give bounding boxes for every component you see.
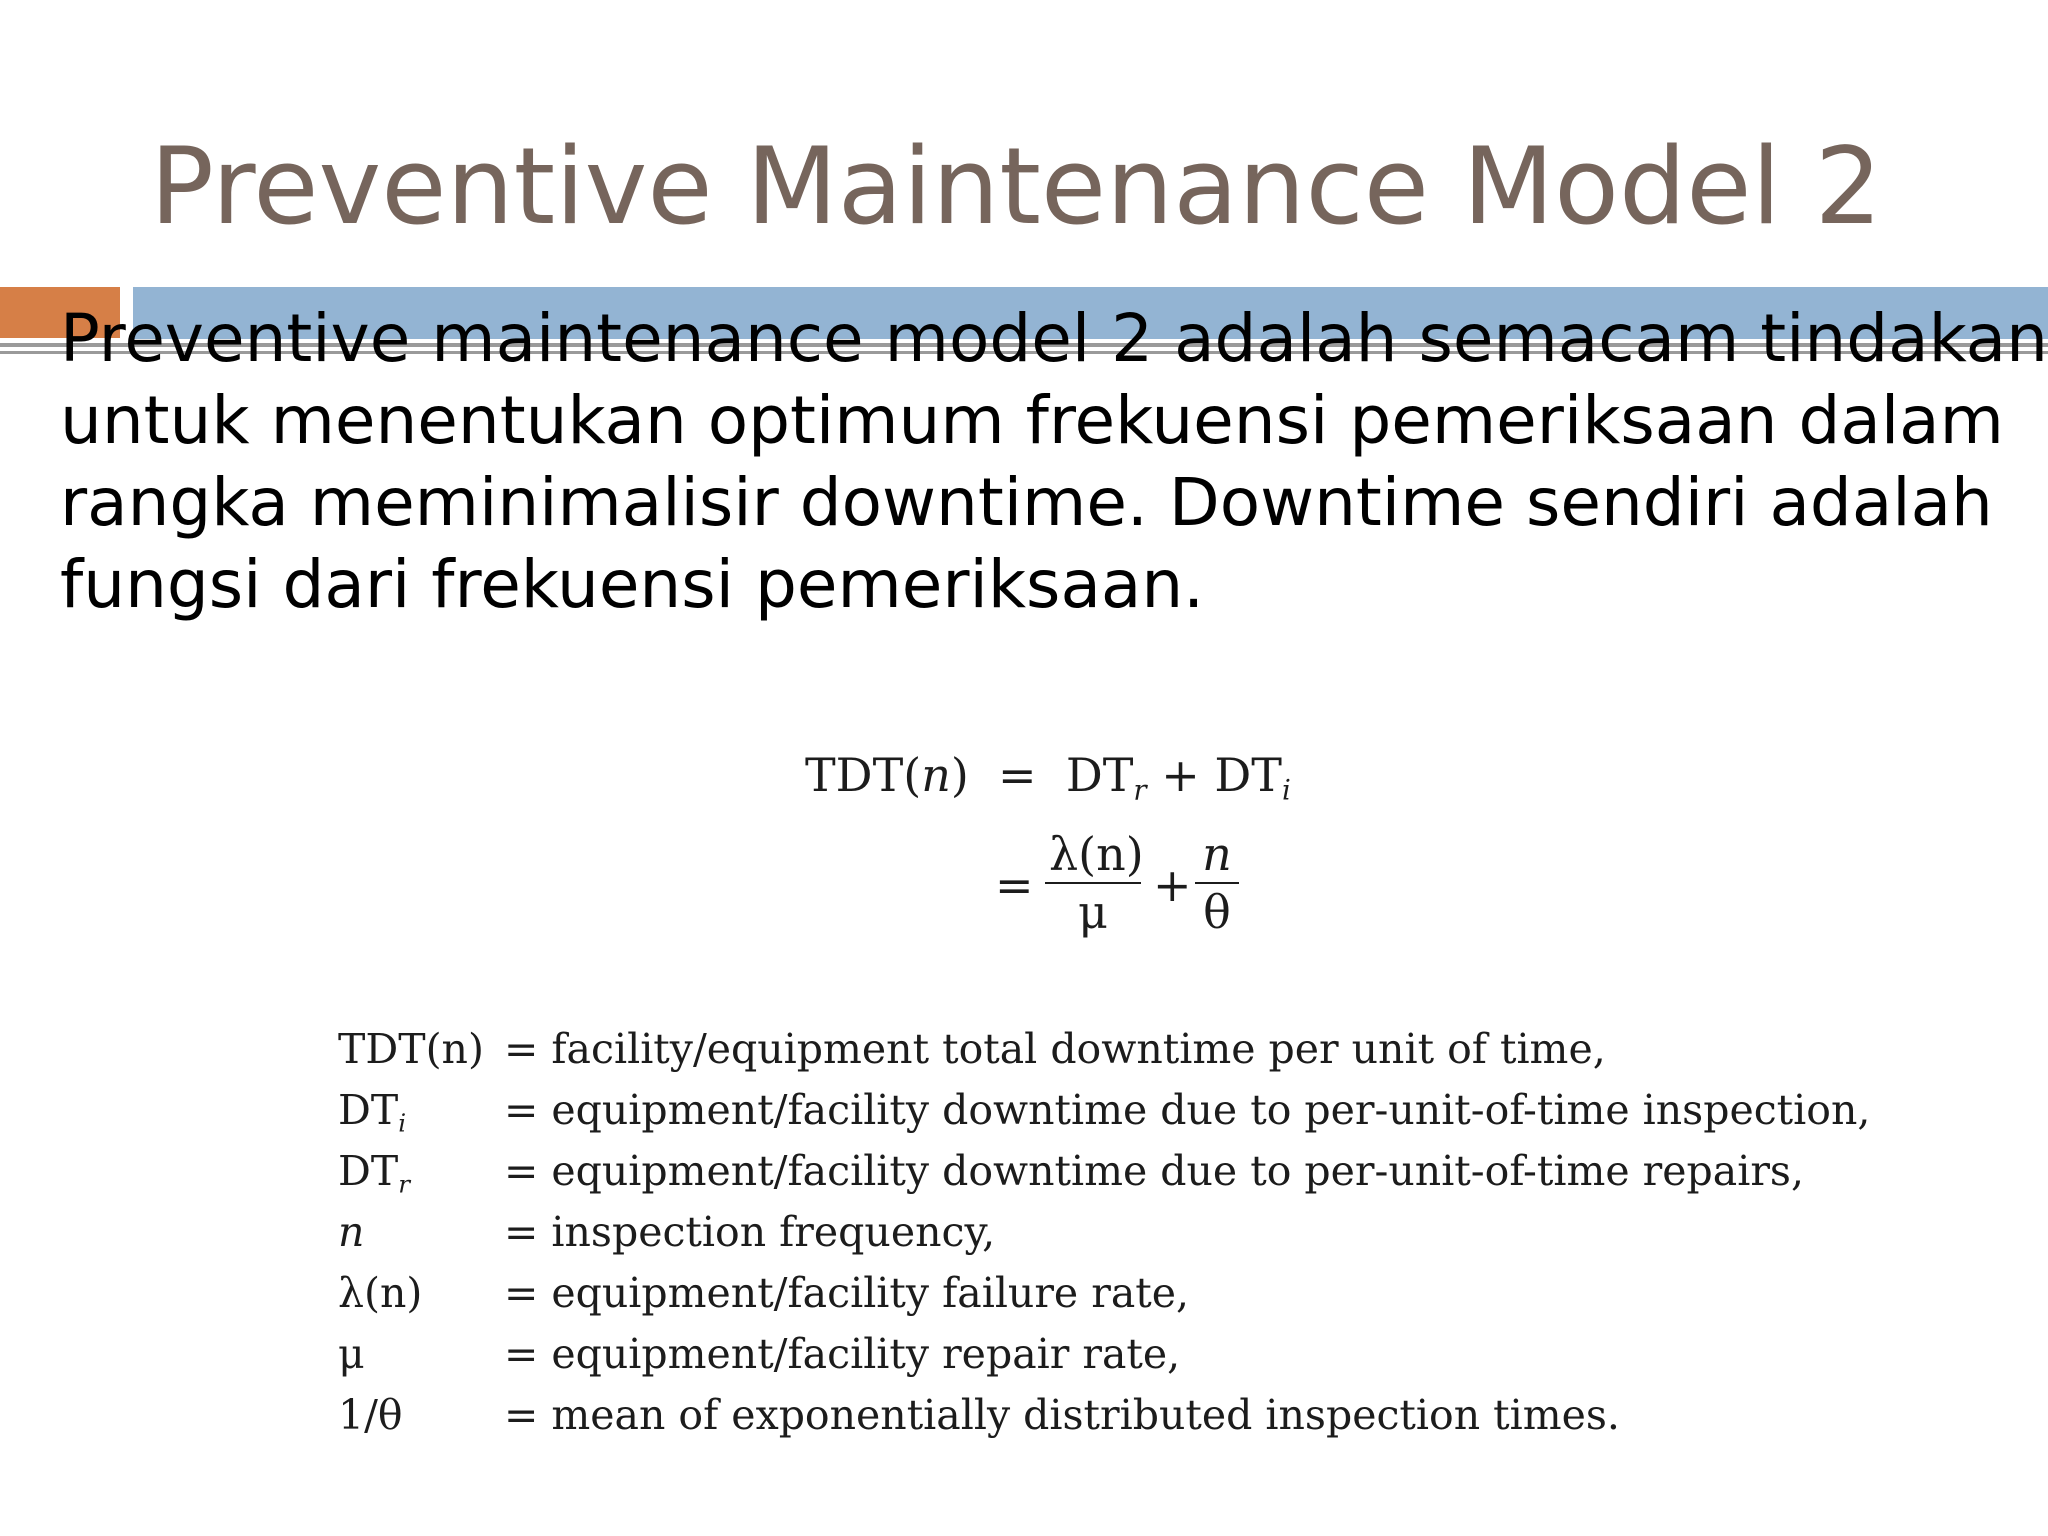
- definition-text: = equipment/facility downtime due to per-unit-of-time inspection,: [504, 1086, 1871, 1134]
- definition-row: [338, 1147, 1898, 1208]
- definition-text: = inspection frequency,: [504, 1208, 996, 1256]
- definition-text: = facility/equipment total downtime per unit of time,: [504, 1025, 1606, 1073]
- fraction-n-over-theta: [1195, 826, 1239, 940]
- definition-row: [338, 1330, 1898, 1391]
- definition-symbol: $DT_i$: [338, 1086, 407, 1138]
- definition-symbol: TDT(n): [338, 1025, 484, 1073]
- fraction-failure-over-repair: [1045, 826, 1144, 940]
- definition-symbol: λ(n): [338, 1269, 423, 1317]
- definition-row: [338, 1025, 1898, 1086]
- definition-row: [338, 1086, 1898, 1147]
- definition-row: [338, 1208, 1898, 1269]
- intro-line: rangka meminimalisir downtime. Downtime sendiri adalah: [60, 464, 1993, 541]
- definition-symbol: 1/θ: [338, 1391, 403, 1439]
- fraction-denominator: μ: [1078, 885, 1108, 939]
- definition-symbol: $DT_r$: [338, 1147, 410, 1199]
- equation-lhs: TDT(n): [805, 748, 969, 802]
- definition-text: = mean of exponentially distributed inspection times.: [504, 1391, 1620, 1439]
- term-dt-i: $DT_i$: [1214, 748, 1291, 807]
- definition-text: = equipment/facility failure rate,: [504, 1269, 1190, 1317]
- definition-row: [338, 1269, 1898, 1330]
- equation-row-1: [805, 748, 1291, 806]
- plus-sign: +: [1161, 748, 1200, 802]
- term-dt-r: $DT_r$: [1065, 748, 1147, 807]
- fraction-numerator: λ(n): [1045, 826, 1141, 884]
- definitions-list: [338, 1025, 1898, 1452]
- definition-text: = equipment/facility downtime due to per-unit-of-time repairs,: [504, 1147, 1804, 1195]
- intro-line: untuk menentukan optimum frekuensi pemeriksaan dalam: [60, 382, 2004, 459]
- intro-line: fungsi dari frekuensi pemeriksaan.: [60, 546, 1205, 623]
- slide-title: Preventive Maintenance Model 2: [150, 125, 1883, 248]
- equals-sign: =: [998, 748, 1037, 802]
- downtime-equation: [805, 740, 1291, 950]
- intro-line: Preventive maintenance model 2 adalah semacam tindakan: [60, 300, 2048, 377]
- fraction-denominator: θ: [1203, 885, 1231, 939]
- plus-sign: +: [1153, 858, 1192, 912]
- definition-symbol: n: [338, 1208, 365, 1256]
- fraction-numerator: n: [1195, 826, 1239, 884]
- definition-text: = equipment/facility repair rate,: [504, 1330, 1181, 1378]
- equals-sign: =: [995, 858, 1034, 912]
- definition-row: [338, 1391, 1898, 1452]
- definition-symbol: μ: [338, 1330, 365, 1378]
- intro-paragraph: [60, 298, 2048, 626]
